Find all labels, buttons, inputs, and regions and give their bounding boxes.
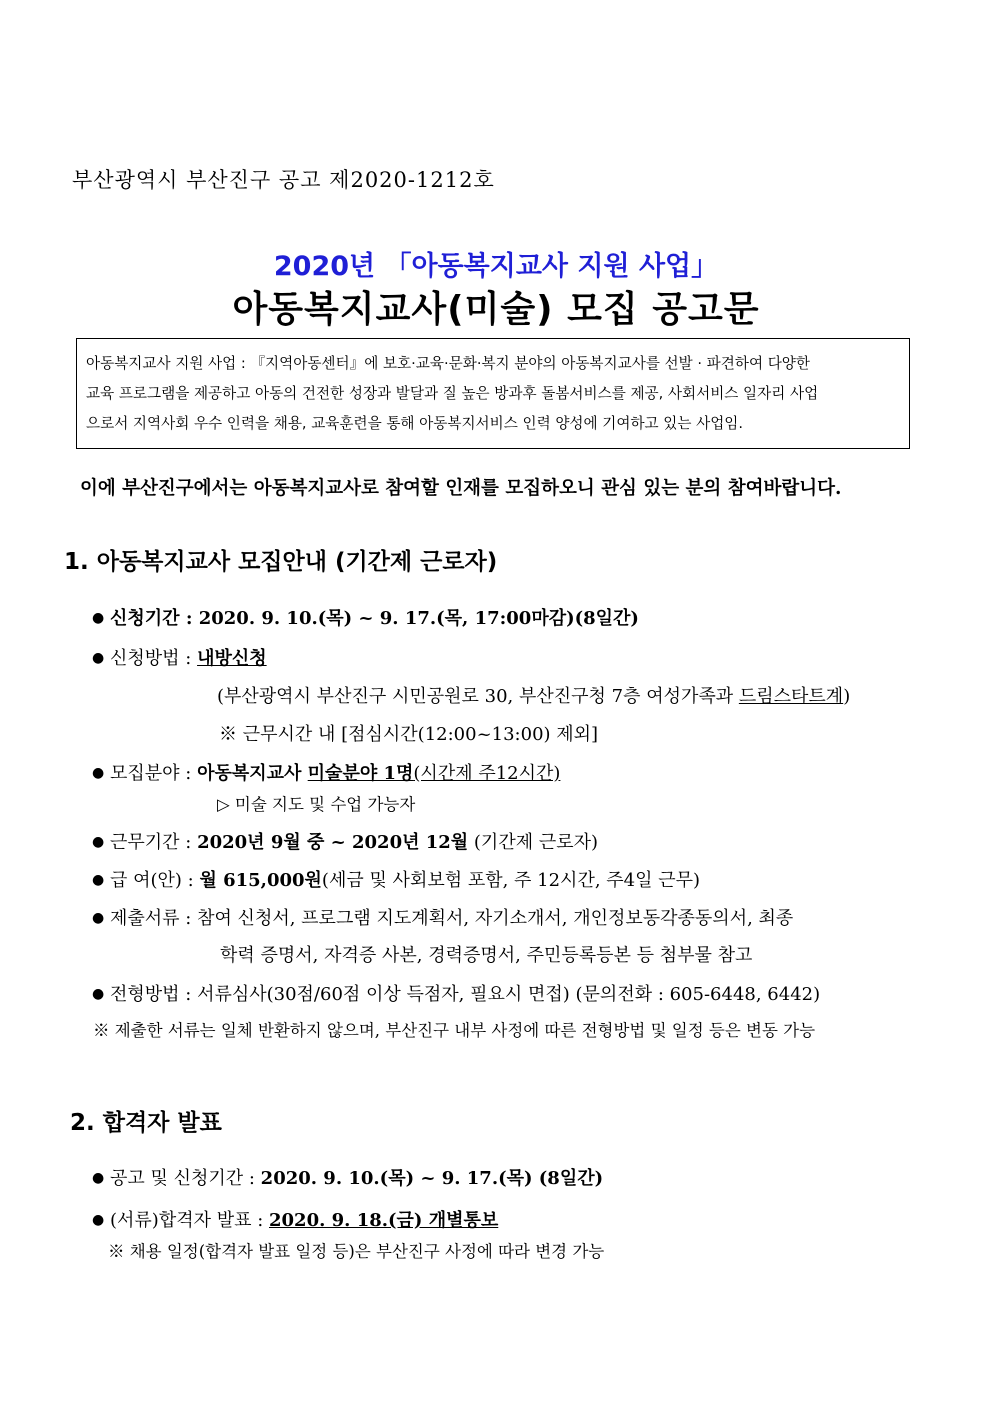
item-value: 서류심사(30점/60점 이상 득점자, 필요시 면접) (문의전화 : 605-6448, 6442) [197,984,821,1005]
list-item-selection [92,980,820,1006]
documents-line-2: 학력 증명서, 자격증 사본, 경력증명서, 주민등록등본 등 첨부물 참고 [220,945,753,966]
item-label: 전형방법 : [110,984,198,1005]
address-team: 드림스타트계 [738,686,844,707]
item-value: 내방신청 [197,648,267,669]
item-value: 2020년 9월 중 ~ 2020년 12월 [197,832,469,853]
method-address [217,682,850,708]
bullet-dot-icon: ● [92,834,105,850]
item-label: 모집분야 : [110,763,198,784]
item-value: 월 615,000원 [199,870,322,891]
item-label: (서류)합격자 발표 : [110,1210,269,1231]
bullet-dot-icon: ● [92,910,105,926]
item-label: 신청방법 : [110,648,198,669]
title-line-1: 2020년 「아동복지교사 지원 사업」 [273,251,719,282]
item-label: 근무기간 : [110,832,198,853]
notice-number: 부산광역시 부산진구 공고 제2020-1212호 [72,168,495,192]
item-value: 2020. 9. 10.(목) ~ 9. 17.(목, 17:00마감)(8일간) [198,608,639,629]
list-item-field [92,759,560,785]
bullet-dot-icon: ● [92,872,105,888]
item-value: 아동복지교사 [197,763,308,784]
list-item-announce [92,1206,498,1232]
section2-heading: 2. 합격자 발표 [70,1110,222,1136]
item-suffix: (세금 및 사회보험 포함, 주 12시간, 주4일 근무) [321,870,701,891]
address-text: (부산광역시 부산진구 시민공원로 30, 부산진구청 7층 여성가족과 [217,686,739,707]
summary-line: 아동복지교사 지원 사업 : 『지역아동센터』에 보호·교육·문화·복지 분야의 아동복지교사를 선발 · 파견하여 다양한 [86,355,810,372]
list-item-term [92,828,598,854]
bullet-dot-icon: ● [92,986,105,1002]
item-label: 제출서류 : [110,908,198,929]
section1-footnote: ※ 제출한 서류는 일체 반환하지 않으며, 부산진구 내부 사정에 따른 전형방법 및 일정 등은 변동 가능 [93,1021,816,1040]
item-value-hours: (시간제 주12시간) [413,763,561,784]
address-close: ) [843,686,851,707]
item-label: 급 여(안) : [110,870,200,891]
bullet-dot-icon: ● [92,1170,105,1186]
item-label: 공고 및 신청기간 : [110,1168,261,1189]
bullet-dot-icon: ● [92,650,105,666]
bullet-dot-icon: ● [92,1212,105,1228]
section2-footnote: ※ 채용 일정(합격자 발표 일정 등)은 부산진구 사정에 따라 변경 가능 [108,1242,605,1261]
item-value: 2020. 9. 18.(금) 개별통보 [269,1210,499,1231]
item-suffix: (기간제 근로자) [468,832,599,853]
item-value: 참여 신청서, 프로그램 지도계획서, 자기소개서, 개인정보동각종동의서, 최종 [197,908,794,929]
list-item-salary [92,866,700,892]
field-detail: ▷ 미술 지도 및 수업 가능자 [217,795,416,814]
list-item-apply [92,1164,603,1190]
list-item-method [92,644,267,670]
summary-line: 으로서 지역사회 우수 인력을 채용, 교육훈련을 통해 아동복지서비스 인력 양성에 기여하고 있는 사업임. [86,415,744,432]
summary-line: 교육 프로그램을 제공하고 아동의 건전한 성장과 발달과 질 높은 방과후 돌봄서비스를 제공, 사회서비스 일자리 사업 [86,385,819,402]
method-note: ※ 근무시간 내 [점심시간(12:00~13:00) 제외] [219,724,599,745]
bullet-dot-icon: ● [92,765,105,781]
list-item-period [92,604,639,630]
section1-heading: 1. 아동복지교사 모집안내 (기간제 근로자) [64,549,498,575]
summary-box [76,338,910,449]
item-value: 2020. 9. 10.(목) ~ 9. 17.(목) (8일간) [260,1168,604,1189]
page-title: 아동복지교사(미술) 모집 공고문 [232,289,760,330]
bullet-dot-icon: ● [92,610,105,626]
list-item-documents [92,904,793,930]
item-label: 신청기간 : [110,608,199,629]
item-value-field: 미술분야 1명 [307,763,414,784]
intro-text: 이에 부산진구에서는 아동복지교사로 참여할 인재를 모집하오니 관심 있는 분의 참여바랍니다. [80,478,842,499]
